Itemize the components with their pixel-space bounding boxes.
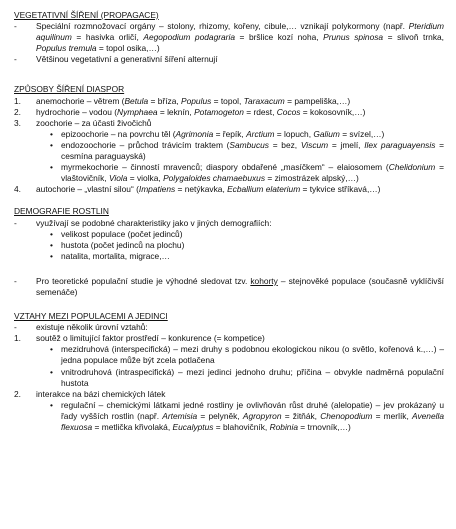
list-item: - využívají se podobné charakteristiky jako v jiných demografiích: <box>14 217 272 228</box>
dash-marker: - <box>14 54 17 65</box>
bullet-marker: • <box>50 239 53 250</box>
heading-plant-demography: DEMOGRAFIE ROSTLIN <box>14 206 109 217</box>
list-item: - Speciální rozmnožovací orgány – stolony, rhizomy, kořeny, cibule,… vznikají polykormony (např. Pteridium aquilinum = hasivka orličí, Aegopodium podagraria = bršlice kozí noha, Prunus spinosa = slivoň trnka, Populus tremula = topol osika,…) <box>14 21 444 54</box>
bullet-item: • natalita, mortalita, migrace,… <box>50 250 170 261</box>
dash-marker: - <box>14 217 17 228</box>
numbered-item: 4. autochorie – „vlastní silou“ (Impatiens = netýkavka, Ecballium elaterium = tykvice stříkavá,…) <box>14 184 381 195</box>
dash-marker: - <box>14 21 17 32</box>
bullet-item: • epizoochorie – na povrchu těl (Agrimonia = řepík, Arctium = lopuch, Galium = svízel,…) <box>50 128 385 139</box>
bullet-marker: • <box>50 344 53 355</box>
dash-marker: - <box>14 275 17 286</box>
bullet-marker: • <box>50 128 53 139</box>
numbered-item: 2. hydrochorie – vodou (Nymphaea = leknín, Potamogeton = rdest, Cocos = kokosovník,…) <box>14 106 366 117</box>
bullet-marker: • <box>50 139 53 150</box>
bullet-marker: • <box>50 250 53 261</box>
bullet-item: • myrmekochorie – činností mravenců; diaspory obdařené „masíčkem“ – elaiosomem (Chelidonium = vlaštovičník, Viola = violka, Polygaloides chamaebuxus = zimostrázek alpský,…) <box>50 162 445 184</box>
heading-population-relations: VZTAHY MEZI POPULACEMI A JEDINCI <box>14 311 168 322</box>
list-item: - Pro teoretické populační studie je výhodné sledovat tzv. kohorty – stejnověké populace (současně vyklíčivší semenáče) <box>14 275 444 297</box>
numbered-item: 3. zoochorie – za účasti živočichů <box>14 117 152 128</box>
numbered-item: 1. anemochorie – větrem (Betula = bříza, Populus = topol, Taraxacum = pampeliška,…) <box>14 95 351 106</box>
bullet-marker: • <box>50 399 53 410</box>
dash-marker: - <box>14 322 17 333</box>
bullet-item: • endozoochorie – průchod trávicím traktem (Sambucus = bez, Viscum = jmelí, Ilex paraguayensis = cesmína paraguayská) <box>50 139 445 162</box>
term-kohorty: kohorty <box>250 275 278 286</box>
bullet-marker: • <box>50 162 53 173</box>
heading-vegetative-spread: VEGETATIVNÍ ŠÍŘENÍ (PROPAGACE) <box>14 10 159 20</box>
list-item: - existuje několik úrovní vztahů: <box>14 322 148 333</box>
bullet-marker: • <box>50 366 53 377</box>
bullet-item: • vnitrodruhová (intraspecifická) – mezi jedinci jednoho druhu; příčina – obvykle nadměrná populační hustota <box>50 366 444 388</box>
bullet-item: • mezidruhová (interspecifická) – mezi druhy s podobnou ekologickou nikou (o světlo, kořenová k.,…) – jedna populace může být zcela potlačena <box>50 344 444 366</box>
bullet-item: • hustota (počet jedinců na plochu) <box>50 239 185 250</box>
numbered-item: 1. soutěž o limitující faktor prostředí – konkurence (= kompetice) <box>14 333 265 344</box>
numbered-item: 2. interakce na bázi chemických látek <box>14 388 166 399</box>
document-page <box>14 10 444 433</box>
bullet-item: • regulační – chemickými látkami jedné rostliny je ovlivňován růst druhé (alelopatie) – jev prokázaný u řady vyšších rostlin (např. Artemisia = pelyněk, Agropyron = žitňák, Chenopodium = merlík, Avenella flexuosa = metlička křivolaká, Eucalyptus = blahovičník, Robinia = trnovník,…) <box>50 399 444 432</box>
list-item: - Většinou vegetativní a generativní šíření alternují <box>14 54 218 65</box>
heading-diaspore-dispersal: ZPŮSOBY ŠÍŘENÍ DIASPOR <box>14 84 125 95</box>
bullet-item: • velikost populace (počet jedinců) <box>50 228 183 239</box>
bullet-marker: • <box>50 228 53 239</box>
